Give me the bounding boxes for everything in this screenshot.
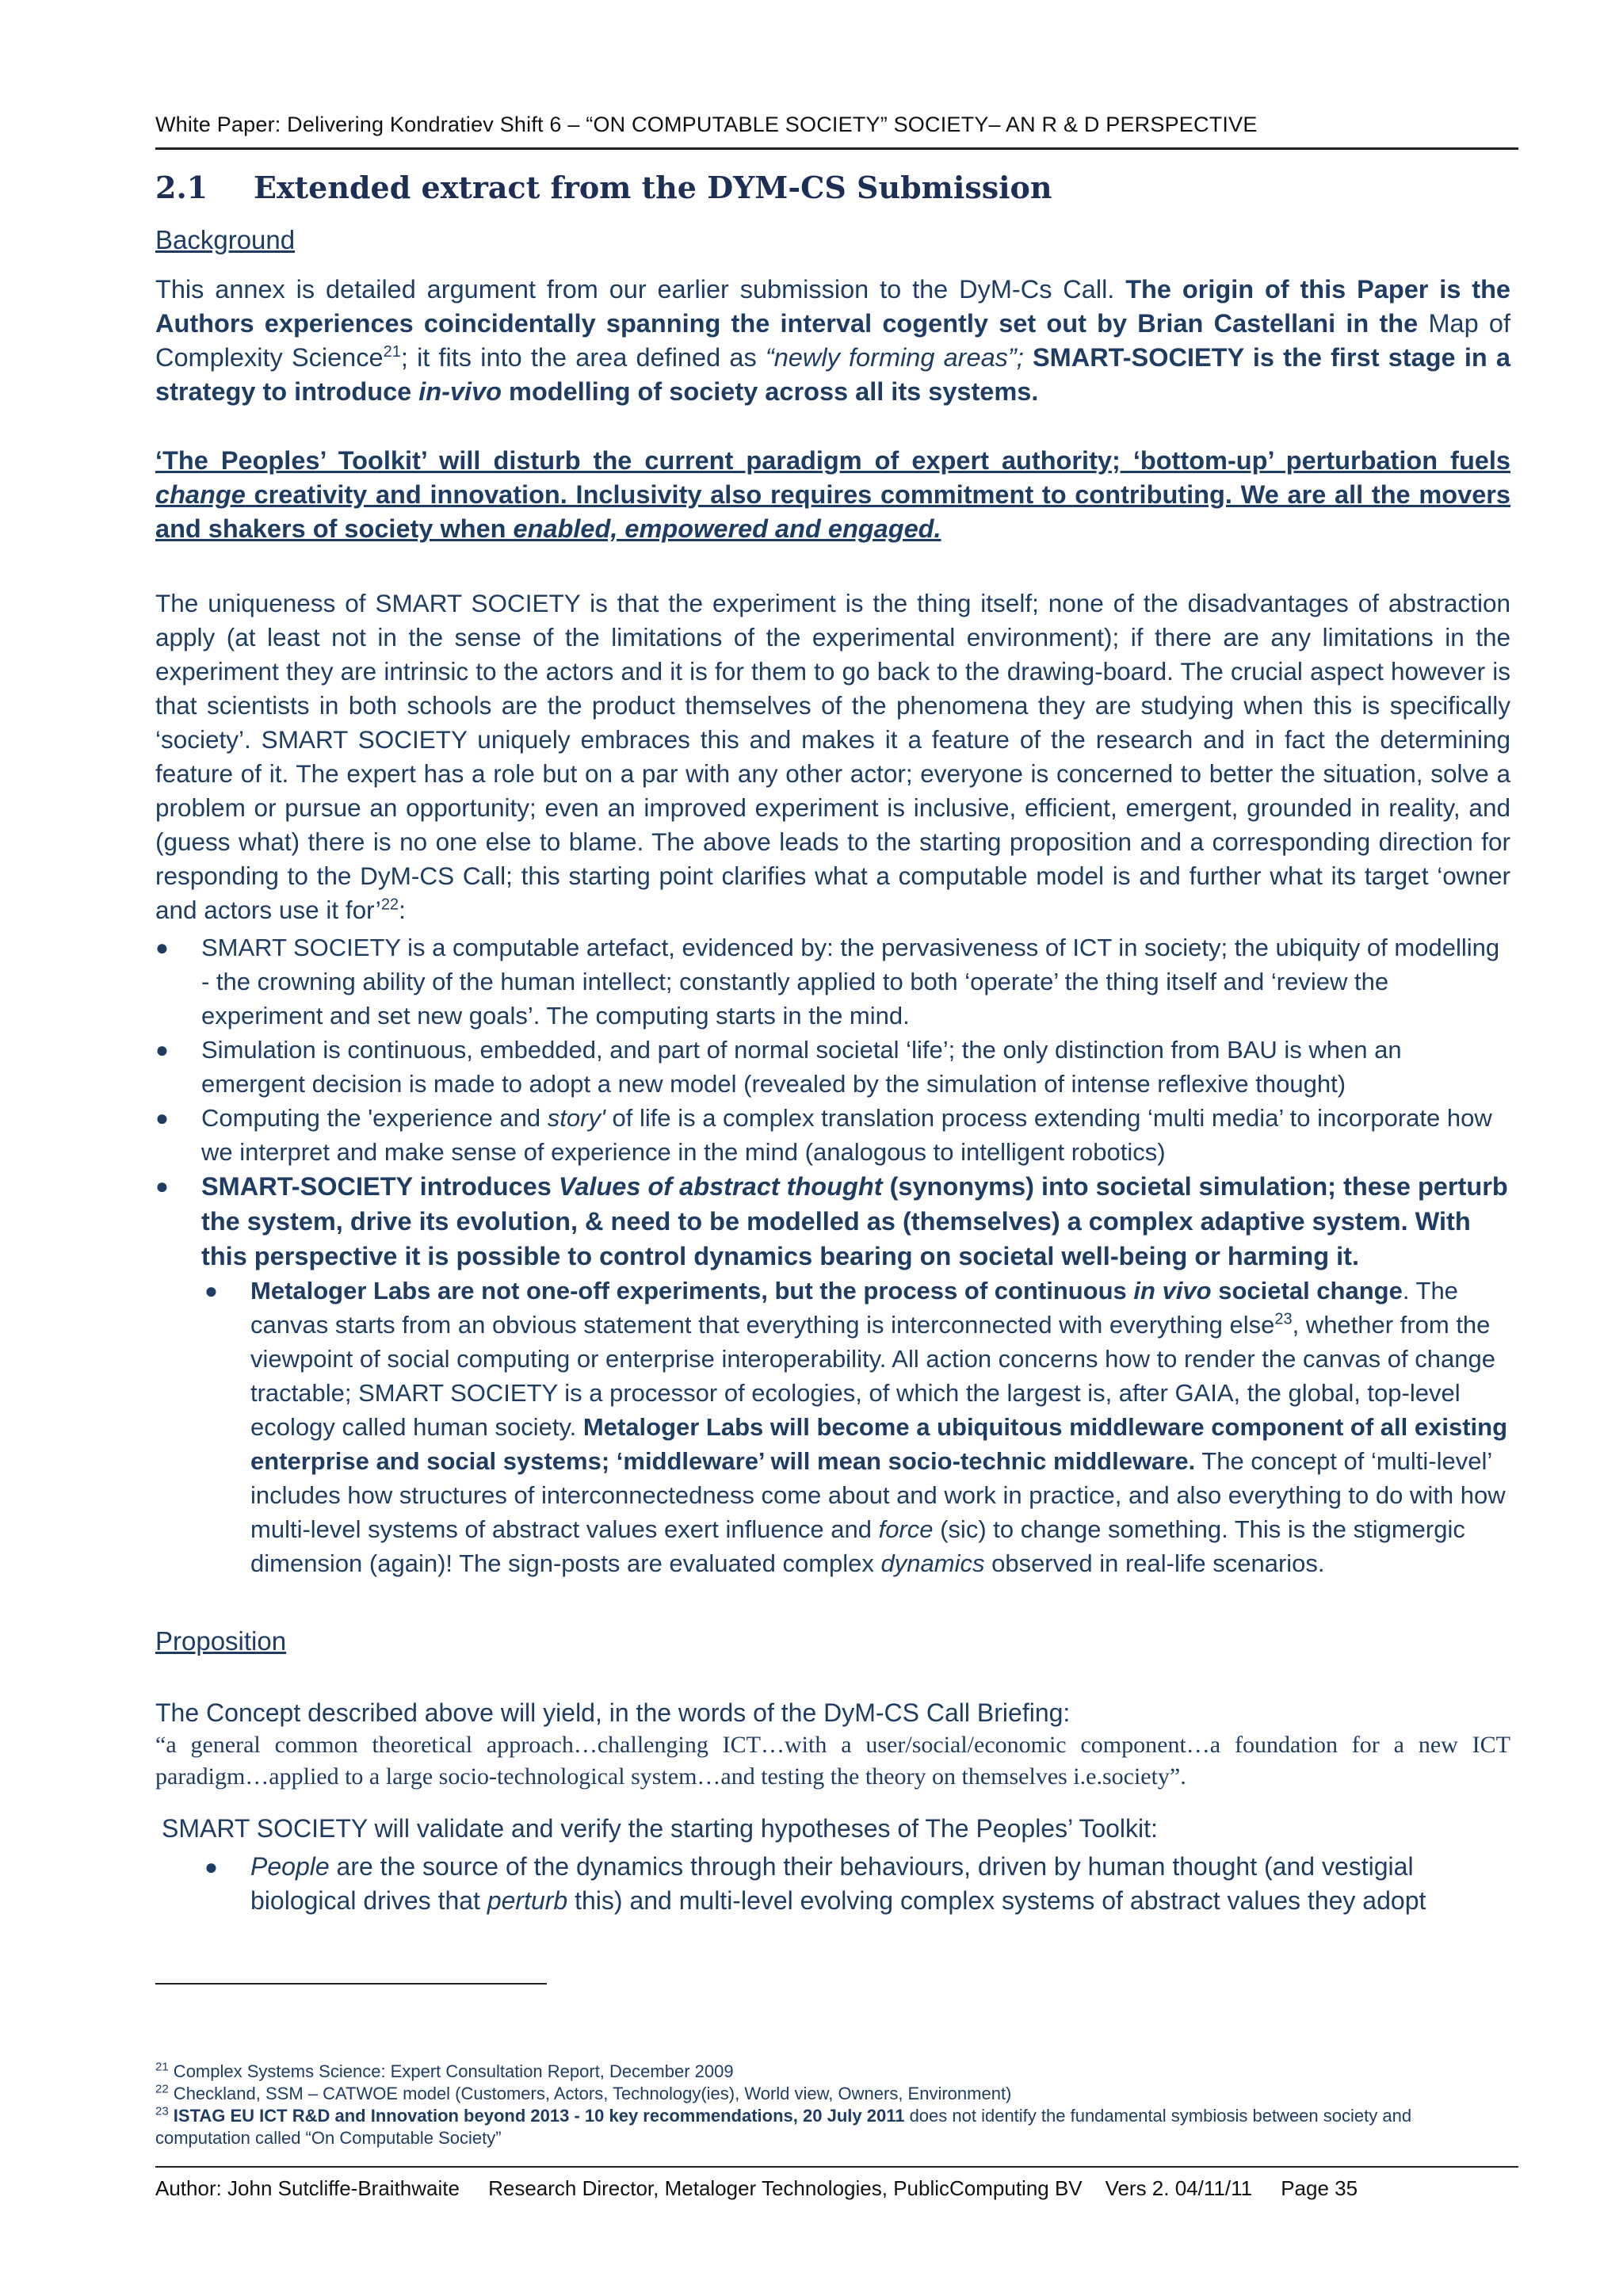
footnote-ref-21: 21 [383, 343, 401, 361]
sub-text-h: force [878, 1515, 934, 1543]
proposition-list [155, 1850, 1510, 1918]
bullet-text-4c: (synonyms) into societal simulation; these perturb the system, drive its evolution, & need to be modelled as (themselves) a complex adaptive system. With this perspective it is possible to control dynamics bearing on societal well-being or harming it. [201, 1172, 1508, 1270]
people-text-a: People [250, 1852, 330, 1881]
intro-text-f: SMART-SOCIETY is the first stage in a strategy to introduce [155, 343, 1511, 406]
bullet-icon: ● [155, 935, 169, 960]
proposition-heading: Proposition [155, 1626, 287, 1656]
footnote-ref-23: 23 [1274, 1310, 1293, 1328]
footnote-ref-22: 22 [380, 896, 399, 914]
footnote-21 [155, 2061, 1503, 2083]
list-item [155, 930, 1510, 1033]
sub-text-g: The concept of ‘multi-level’ includes how structures of interconnectedness come about and work in practice, and also everything to do with how multi-level systems of abstract values exert influence and [250, 1447, 1506, 1543]
uniqueness-paragraph [155, 586, 1510, 927]
footnote-23 [155, 2105, 1503, 2149]
uniqueness-end: : [399, 896, 406, 924]
footnote-divider [155, 1983, 547, 1985]
footer-version: Vers 2. 04/11/11 [1105, 2176, 1253, 2200]
footnote-text-21: Complex Systems Science: Expert Consultation Report, December 2009 [168, 2061, 734, 2081]
sub-text-a: Metaloger Labs are not one-off experiments, but the process of continuous [250, 1277, 1134, 1305]
people-text-b: are the source of the dynamics through their behaviours, driven by human thought (and vestigial biological drives that [250, 1852, 1414, 1915]
concept-line: The Concept described above will yield, in the words of the DyM-CS Call Briefing: [155, 1698, 1071, 1727]
intro-text-d: ; it fits into the area defined as [400, 343, 766, 372]
bullet-icon: ● [155, 1106, 169, 1130]
footnotes [155, 2061, 1503, 2149]
bullet-text-2: Simulation is continuous, embedded, and part of normal societal ‘life’; the only distinction from BAU is when an emergent decision is made to adopt a new model (revealed by the simulation of intense reflexive thought) [201, 1036, 1402, 1098]
people-text-c: perturb [487, 1886, 568, 1915]
list-item [155, 1101, 1510, 1169]
call-briefing-quote: “a general common theoretical approach…challenging ICT…with a user/social/economic component…a foundation for a new ICT paradigm…applied to a large socio-technological system…and testing the theory on themselves i.e.society”. [155, 1732, 1510, 1790]
footer-divider [155, 2166, 1518, 2168]
toolkit-text-b: change [155, 480, 246, 509]
intro-text-e: “newly forming areas”; [765, 343, 1024, 372]
background-heading: Background [155, 225, 296, 254]
toolkit-text-c: creativity and innovation. Inclusivity also requires commitment to contributing. We are all the movers and shakers of society when [155, 480, 1510, 543]
toolkit-paragraph [155, 444, 1510, 546]
footer-role: Research Director, Metaloger Technologies, PublicComputing BV [488, 2176, 1083, 2200]
list-item [155, 1169, 1510, 1274]
bullet-text-4a: SMART-SOCIETY introduces [201, 1172, 559, 1201]
section-number: 2.1 [155, 170, 208, 205]
footnote-text-22: Checkland, SSM – CATWOE model (Customers, Actors, Technology(ies), World view, Owners, Environment) [168, 2084, 1012, 2103]
footnote-number-21: 21 [155, 2060, 169, 2074]
footnote-number-23: 23 [155, 2104, 169, 2118]
sub-text-i: (sic) to change something. This is the stigmergic dimension (again)! The sign-posts are evaluated complex [250, 1515, 1465, 1577]
intro-text-g: in-vivo [418, 377, 502, 406]
bullet-icon: ● [155, 1174, 169, 1198]
sub-text-c: societal change [1211, 1277, 1403, 1305]
bullet-icon: ● [204, 1278, 218, 1303]
intro-text-b: The origin of this Paper is the Authors experiences coincidentally spanning the interval cogently set out by Brian Castellani in the [155, 275, 1511, 338]
footer-author: Author: John Sutcliffe-Braithwaite [155, 2176, 460, 2200]
sub-text-k: observed in real-life scenarios. [984, 1549, 1325, 1577]
footnote-22 [155, 2083, 1503, 2105]
list-item [155, 1850, 1510, 1918]
sub-text-f: Metaloger Labs will become a ubiquitous middleware component of all existing enterprise and social systems; ‘middleware’ will mean socio-technic middleware. [250, 1413, 1508, 1475]
toolkit-text-a: ‘The Peoples’ Toolkit’ will disturb the current paradigm of expert authority; ‘bottom-up’ perturbation fuels [155, 446, 1510, 475]
bullet-text-4b: Values of abstract thought [558, 1172, 883, 1201]
sub-text-j: dynamics [880, 1549, 985, 1577]
toolkit-text-d: enabled, empowered and engaged. [513, 514, 941, 543]
bullet-text-3b: story' [547, 1104, 605, 1132]
intro-paragraph [155, 273, 1510, 409]
footnote-text-23a: ISTAG EU ICT R&D and Innovation beyond 2013 - 10 key recommendations, 20 July 2011 [168, 2106, 905, 2126]
sub-text-b: in vivo [1133, 1277, 1212, 1305]
bullet-text-1: SMART SOCIETY is a computable artefact, evidenced by: the pervasiveness of ICT in society; the ubiquity of modelling - the crowning ability of the human intellect; constantly applied to both ‘operate’ the thing itself and ‘review the experiment and set new goals’. The computing starts in the mind. [201, 934, 1500, 1030]
people-text-d: this) and multi-level evolving complex systems of abstract values they adopt [567, 1886, 1426, 1915]
intro-text-a: This annex is detailed argument from our earlier submission to the DyM-Cs Call. [155, 275, 1126, 304]
sub-text-e: , whether from the viewpoint of social computing or enterprise interoperability. All action concerns how to render the canvas of change tractable; SMART SOCIETY is a processor of ecologies, of which the largest is, after GAIA, the global, top-level ecology called human society. [250, 1311, 1495, 1441]
footer-page-number: Page 35 [1281, 2176, 1358, 2200]
uniqueness-text: The uniqueness of SMART SOCIETY is that the experiment is the thing itself; none of the disadvantages of abstraction apply (at least not in the sense of the limitations of the experimental environment); if there are any limitations in the experiment they are intrinsic to the actors and it is for them to go back to the drawing-board. The crucial aspect however is that scientists in both schools are the product themselves of the phenomena they are studying when this is specifically ‘society’. SMART SOCIETY uniquely embraces this and makes it a feature of the research and in fact the determining feature of it. The expert has a role but on a par with any other actor; everyone is concerned to better the situation, solve a problem or pursue an opportunity; even an improved experiment is inclusive, efficient, emergent, grounded in reality, and (guess what) there is no one else to blame. The above leads to the starting proposition and a corresponding direction for responding to the DyM-CS Call; this starting point clarifies what a computable model is and further what its target ‘owner and actors use it for’ [155, 589, 1510, 924]
section-heading: Extended extract from the DYM-CS Submission [254, 170, 1052, 205]
sub-list-item [155, 1274, 1510, 1580]
bullet-text-3a: Computing the 'experience and [201, 1104, 548, 1132]
bullet-icon: ● [155, 1037, 169, 1062]
footnote-text-23b: does not identify the fundamental symbiosis between society and computation called “On Computable Society” [155, 2106, 1412, 2148]
bullet-icon: ● [204, 1855, 218, 1879]
running-footer [155, 2176, 1518, 2201]
header-divider [155, 147, 1518, 150]
validate-line: SMART SOCIETY will validate and verify the starting hypotheses of The Peoples’ Toolkit: [162, 1814, 1158, 1843]
section-title [155, 170, 1518, 205]
footnote-number-22: 22 [155, 2082, 169, 2096]
sub-text-d: . The canvas starts from an obvious statement that everything is interconnected with everything else [250, 1277, 1458, 1339]
intro-text-h: modelling of society across all its systems. [502, 377, 1039, 406]
bullet-text-3c: of life is a complex translation process extending ‘multi media’ to incorporate how we interpret and make sense of experience in the mind (analogous to intelligent robotics) [201, 1104, 1492, 1166]
bullet-list [155, 930, 1510, 1580]
intro-text-c: Map of Complexity Science [155, 309, 1511, 372]
list-item [155, 1033, 1510, 1101]
running-header: White Paper: Delivering Kondratiev Shift 6 – “ON COMPUTABLE SOCIETY” SOCIETY– AN R & D PERSPECTIVE [155, 113, 1258, 136]
